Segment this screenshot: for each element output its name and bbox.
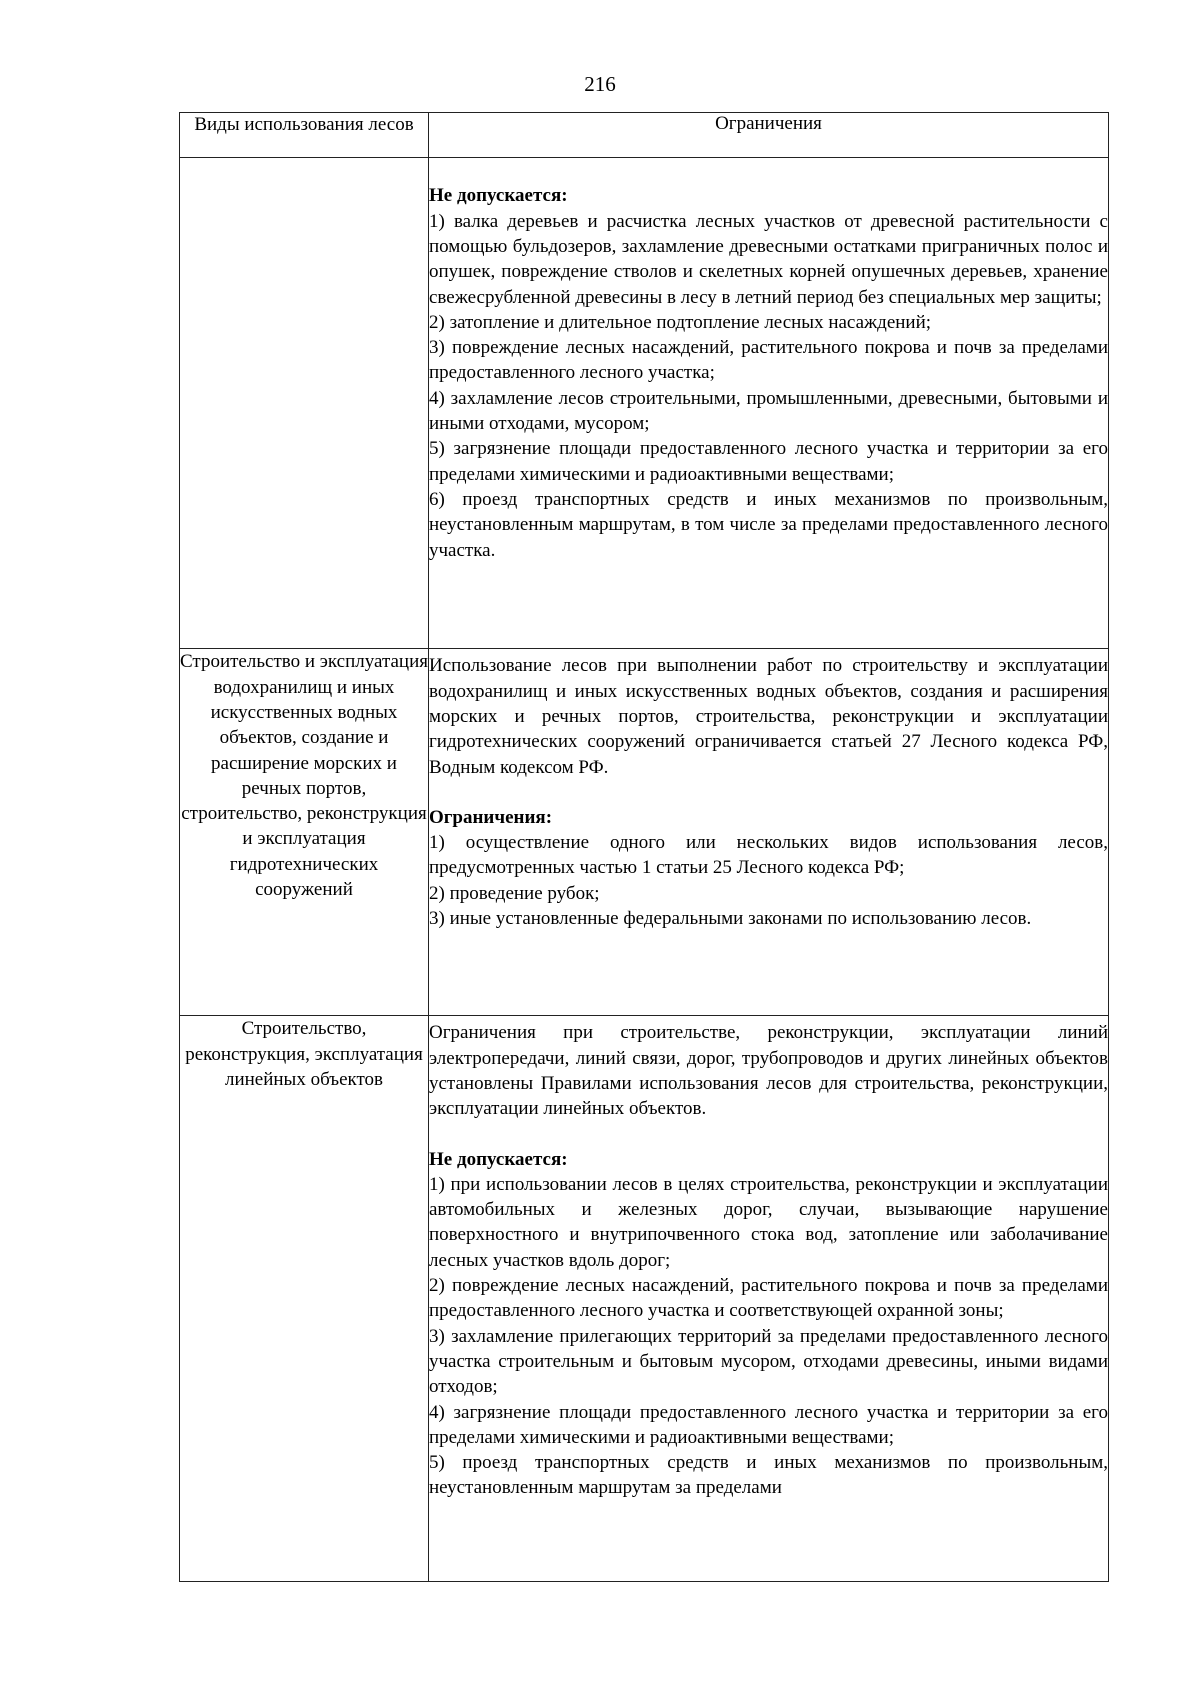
row-restrictions (429, 1016, 1109, 1582)
table-row (180, 158, 1109, 649)
list-item: 3) иные установленные федеральными законами по использованию лесов. (429, 908, 1032, 930)
page-number: 216 (584, 72, 616, 96)
block-heading: Ограничения: (429, 806, 553, 828)
table-row (180, 1016, 1109, 1582)
header-restrictions: Ограничения (429, 113, 1109, 158)
row-intro: Ограничения при строительстве, реконструкции, эксплуатации линий электропередачи, линий связи, дорог, трубопроводов и других линейных объектов установлены Правилами использования лесов для строительства, реконструкции, эксплуатации линейных объектов. (429, 1022, 1108, 1120)
list-item: 1) валка деревьев и расчистка лесных участков от древесной растительности с помощью бульдозеров, захламление древесными остатками приграничных полос и опушек, повреждение стволов и скелетных корней опушечных деревьев, хранение свежесрубленной древесины в лесу в летний период без специальных мер защиты; (429, 210, 1108, 308)
list-item: 3) захламление прилегающих территорий за пределами предоставленного лесного участка строительным и бытовым мусором, отходами древесины, иными видами отходов; (429, 1325, 1108, 1398)
table-header-row (180, 113, 1109, 158)
row-intro: Использование лесов при выполнении работ по строительству и эксплуатации водохранилищ и иных искусственных водных объектов, создания и расширения морских и речных портов, строительства, реконструкции и эксплуатации гидротехнических сооружений ограничивается статьей 27 Лесного кодекса РФ, Водным кодексом РФ. (429, 655, 1108, 778)
list-item: 1) осуществление одного или нескольких видов использования лесов, предусмотренных частью 1 статьи 25 Лесного кодекса РФ; (429, 832, 1108, 879)
list-item: 2) затопление и длительное подтопление лесных насаждений; (429, 311, 932, 333)
block-heading: Не допускается: (429, 1148, 568, 1170)
list-item: 6) проезд транспортных средств и иных механизмов по произвольным, неустановленным маршрутам, в том числе за пределами предоставленного лесного участка. (429, 488, 1108, 561)
list-item: 3) повреждение лесных насаждений, растительного покрова и почв за пределами предоставленного лесного участка; (429, 337, 1108, 384)
list-item: 2) проведение рубок; (429, 882, 600, 904)
row-restrictions (429, 158, 1109, 649)
restrictions-table (179, 112, 1109, 1582)
header-forest-use-types: Виды использования лесов (180, 113, 429, 158)
list-item: 5) проезд транспортных средств и иных механизмов по произвольным, неустановленным маршрутам за пределами (429, 1452, 1108, 1499)
row-category: Строительство и эксплуатация водохранилищ и иных искусственных водных объектов, создание и расширение морских и речных портов, строительство, реконструкция и эксплуатация гидротехнических сооружений (180, 649, 429, 1016)
list-item: 4) захламление лесов строительными, промышленными, древесными, бытовыми и иными отходами, мусором; (429, 387, 1108, 435)
table-row (180, 649, 1109, 1016)
list-item: 5) загрязнение площади предоставленного лесного участка и территории за его пределами химическими и радиоактивными веществами; (429, 438, 1108, 485)
list-item: 2) повреждение лесных насаждений, растительного покрова и почв за пределами предоставленного лесного участка и соответствующей охранной зоны; (429, 1275, 1108, 1322)
row-restrictions (429, 649, 1109, 1016)
row-category (180, 158, 429, 649)
list-item: 4) загрязнение площади предоставленного лесного участка и территории за его пределами химическими и радиоактивными веществами; (429, 1401, 1108, 1448)
list-item: 1) при использовании лесов в целях строительства, реконструкции и эксплуатации автомобильных и железных дорог, случаи, вызывающие нарушение поверхностного и внутрипочвенного стока вод, затопление или заболачивание лесных участков вдоль дорог; (429, 1173, 1108, 1271)
row-category: Строительство, реконструкция, эксплуатация линейных объектов (180, 1016, 429, 1582)
block-heading: Не допускается: (429, 185, 568, 207)
